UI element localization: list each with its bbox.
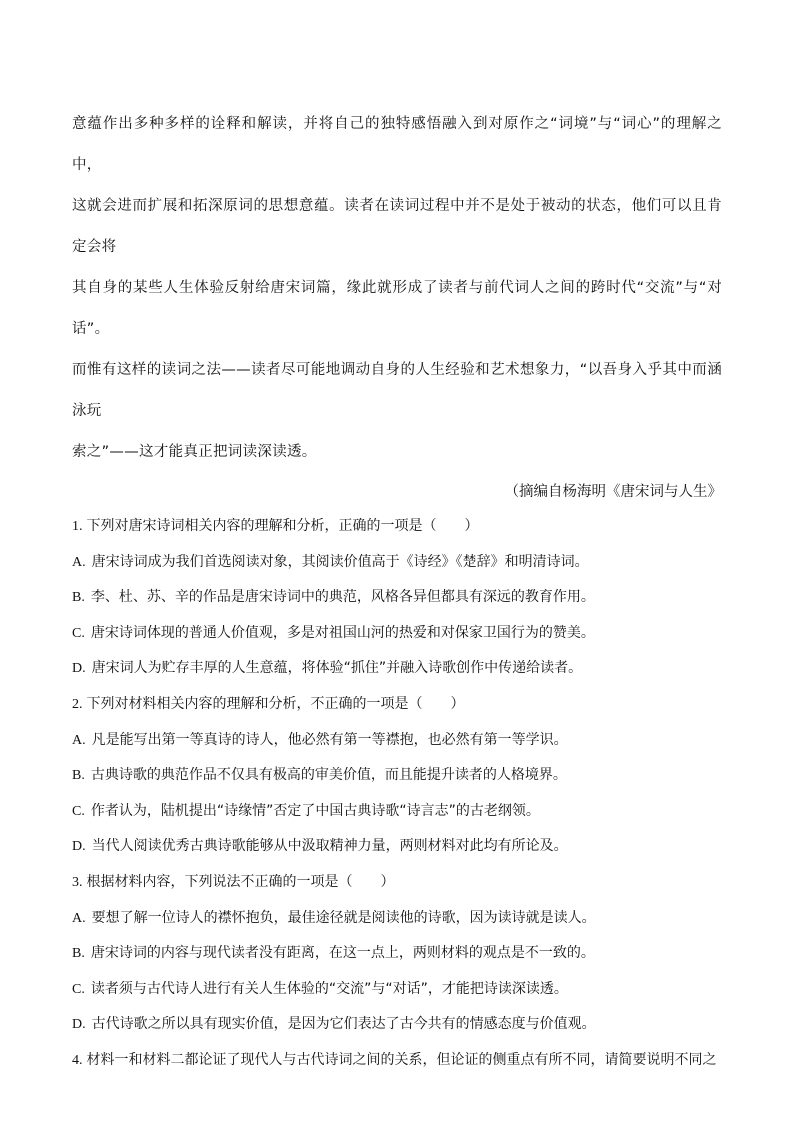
option-text: 唐宋词人为贮存丰厚的人生意蕴，将体验“抓住”并融入诗歌创作中传递给读者。 [91, 660, 583, 677]
option-b [72, 936, 722, 972]
question-stem [72, 1043, 722, 1079]
question-number: 2. [72, 696, 83, 712]
option-letter: B. [72, 590, 85, 606]
question-stem [72, 865, 722, 901]
question-text: 材料一和材料二都论证了现代人与古代诗词之间的关系，但论证的侧重点有所不同，请简要说明不同之 [86, 1051, 717, 1068]
option-text: 唐宋诗词体现的普通人价值观，多是对祖国山河的热爱和对保家卫国行为的赞美。 [90, 624, 595, 641]
question-4 [72, 1043, 722, 1079]
option-b [72, 580, 722, 616]
question-number: 3. [72, 874, 83, 890]
question-1 [72, 509, 722, 687]
option-letter: A. [72, 554, 86, 570]
option-letter: C. [72, 625, 85, 641]
passage-line: 索之”——这才能真正把词读深读透。 [72, 444, 317, 460]
option-letter: A. [72, 732, 86, 748]
question-stem [72, 509, 722, 545]
question-stem [72, 687, 722, 723]
option-c [72, 794, 722, 830]
option-text: 古典诗歌的典范作品不仅具有极高的审美价值，而且能提升读者的人格境界。 [90, 767, 567, 784]
option-c [72, 616, 722, 652]
option-letter: B. [72, 946, 85, 962]
option-text: 当代人阅读优秀古典诗歌能够从中汲取精神力量，两则材料对此均有所论及。 [91, 838, 568, 855]
question-text: 下列对唐宋诗词相关内容的理解和分析，正确的一项是（ ） [86, 518, 479, 534]
option-letter: D. [72, 1017, 86, 1033]
option-letter: B. [72, 768, 85, 784]
option-letter: C. [72, 981, 85, 997]
passage-source: （摘编自杨海明《唐宋词与人生》 [504, 484, 722, 500]
question-2 [72, 687, 722, 865]
passage-line: 这就会进而扩展和拓深原词的思想意蕴。读者在读词过程中并不是处于被动的状态，他们可以且肯定会将 [72, 198, 722, 255]
option-d [72, 651, 722, 687]
option-d [72, 829, 722, 865]
option-a [72, 545, 722, 581]
option-text: 要想了解一位诗人的襟怀抱负，最佳途径就是阅读他的诗歌，因为读诗就是读人。 [91, 909, 596, 926]
option-text: 唐宋诗词的内容与现代读者没有距离，在这一点上，两则材料的观点是不一致的。 [90, 945, 595, 962]
option-d [72, 1007, 722, 1043]
option-text: 凡是能写出第一等真诗的诗人，他必然有第一等襟抱，也必然有第一等学识。 [91, 731, 568, 748]
passage-line: 而惟有这样的读词之法——读者尽可能地调动自身的人生经验和艺术想象力，“以吾身入乎其中而涵泳玩 [72, 362, 722, 419]
option-c [72, 972, 722, 1008]
option-text: 古代诗歌之所以具有现实价值，是因为它们表达了古今共有的情感态度与价值观。 [91, 1016, 596, 1033]
option-letter: D. [72, 839, 86, 855]
question-text: 下列对材料相关内容的理解和分析，不正确的一项是（ ） [86, 695, 465, 712]
option-text: 读者须与古代诗人进行有关人生体验的“交流”与“对话”，才能把诗读深读透。 [90, 980, 568, 997]
question-3 [72, 865, 722, 1043]
passage-line: 其自身的某些人生体验反射给唐宋词篇，缘此就形成了读者与前代词人之间的跨时代“交流”与“对话”。 [72, 280, 722, 337]
option-text: 作者认为，陆机提出“诗缘情”否定了中国古典诗歌“诗言志”的古老纲领。 [90, 802, 540, 819]
option-text: 唐宋诗词成为我们首选阅读对象，其阅读价值高于《诗经》《楚辞》和明清诗词。 [91, 553, 589, 570]
passage-line: 意蕴作出多种多样的诠释和解读，并将自己的独特感悟融入到对原作之“词境”与“词心”的理解之中， [72, 116, 722, 173]
option-letter: A. [72, 910, 86, 926]
option-letter: C. [72, 803, 85, 819]
passage [72, 104, 722, 509]
question-number: 4. [72, 1052, 83, 1068]
option-text: 李、杜、苏、辛的作品是唐宋诗词中的典范，风格各异但都具有深远的教育作用。 [90, 589, 595, 606]
question-text: 根据材料内容，下列说法不正确的一项是（ ） [86, 873, 395, 890]
option-b [72, 758, 722, 794]
option-a [72, 723, 722, 759]
question-number: 1. [72, 519, 83, 534]
document-content [72, 104, 722, 1079]
option-a [72, 901, 722, 937]
option-letter: D. [72, 661, 86, 677]
